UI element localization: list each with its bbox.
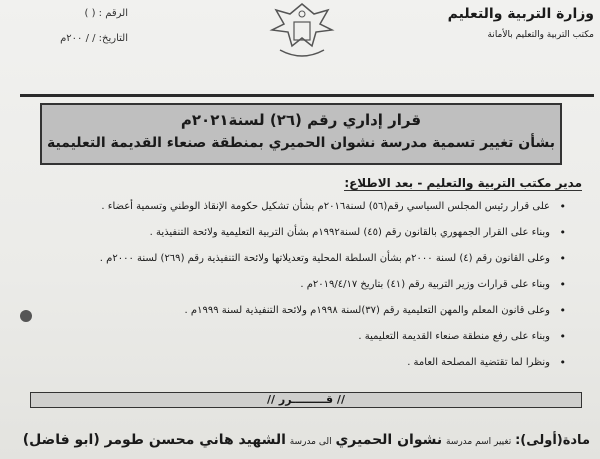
- new-school-name: الشهيد هاني محسن طومر (ابو فاضل): [22, 432, 286, 448]
- preamble-item: • وعلى القانون رقم (٤) لسنة ٢٠٠٠م بشأن السلطة المحلية وتعديلاتها ولائحة التنفيذية رقم (٢٦٩) لسنة ٢٠٠٠م .: [30, 252, 550, 266]
- director-heading: مدير مكتب التربية والتعليم - بعد الاطلاع:: [344, 176, 582, 190]
- yemen-emblem-icon: [262, 0, 342, 62]
- preamble-item: • وعلى قانون المعلم والمهن التعليمية رقم (٣٧)لسنة ١٩٩٨م ولائحة التنفيذية لسنة ١٩٩٩م .: [30, 304, 550, 318]
- decree-number: قرار إداري رقم (٢٦) لسنة٢٠٢١م: [180, 111, 422, 129]
- reference-date: التاريخ: / / ٢٠٠م: [60, 33, 128, 44]
- letterhead-ministry: [444, 6, 594, 40]
- preamble-item: • وبناء على قرارات وزير التربية رقم (٤١) بتاريخ ٢٠١٩/٤/١٧م .: [30, 278, 550, 292]
- reference-number: الرقم : ( ): [84, 8, 128, 19]
- article-label: مادة(أولى):: [515, 433, 590, 448]
- article-prefix: تغيير اسم مدرسة: [445, 437, 512, 447]
- old-school-name: نشوان الحميري: [335, 432, 443, 448]
- article-to: الى مدرسة: [289, 437, 332, 447]
- preamble-item: • وبناء على القرار الجمهوري بالقانون رقم (٤٥) لسنة١٩٩٢م بشأن التربية التعليمية ولائحة التنفيذية .: [30, 226, 550, 240]
- article-one: [10, 432, 590, 448]
- preamble-item: • ونظرا لما تقتضية المصلحة العامة .: [30, 356, 550, 370]
- preamble-item: • على قرار رئيس المجلس السياسي رقم(٥٦) لسنة٢٠١٦م بشأن تشكيل حكومة الإنقاذ الوطني وتسمية أعضاء .: [30, 200, 550, 214]
- preamble-list: [30, 200, 550, 382]
- header-divider: [20, 94, 594, 97]
- decree-title-box: [40, 103, 562, 165]
- office-name: مكتب التربية والتعليم بالأمانة: [487, 30, 594, 40]
- preamble-item: • وبناء على رفع منطقة صنعاء القديمة التعليمية .: [30, 330, 550, 344]
- ministry-name: وزارة التربية والتعليم: [447, 6, 594, 22]
- decree-heading: // قـــــــــرر //: [30, 392, 582, 408]
- decree-subject: بشأن تغيير تسمية مدرسة نشوان الحميري بمنطقة صنعاء القديمة التعليمية: [46, 135, 556, 151]
- punch-hole: [20, 310, 32, 322]
- reference-block: [8, 8, 128, 58]
